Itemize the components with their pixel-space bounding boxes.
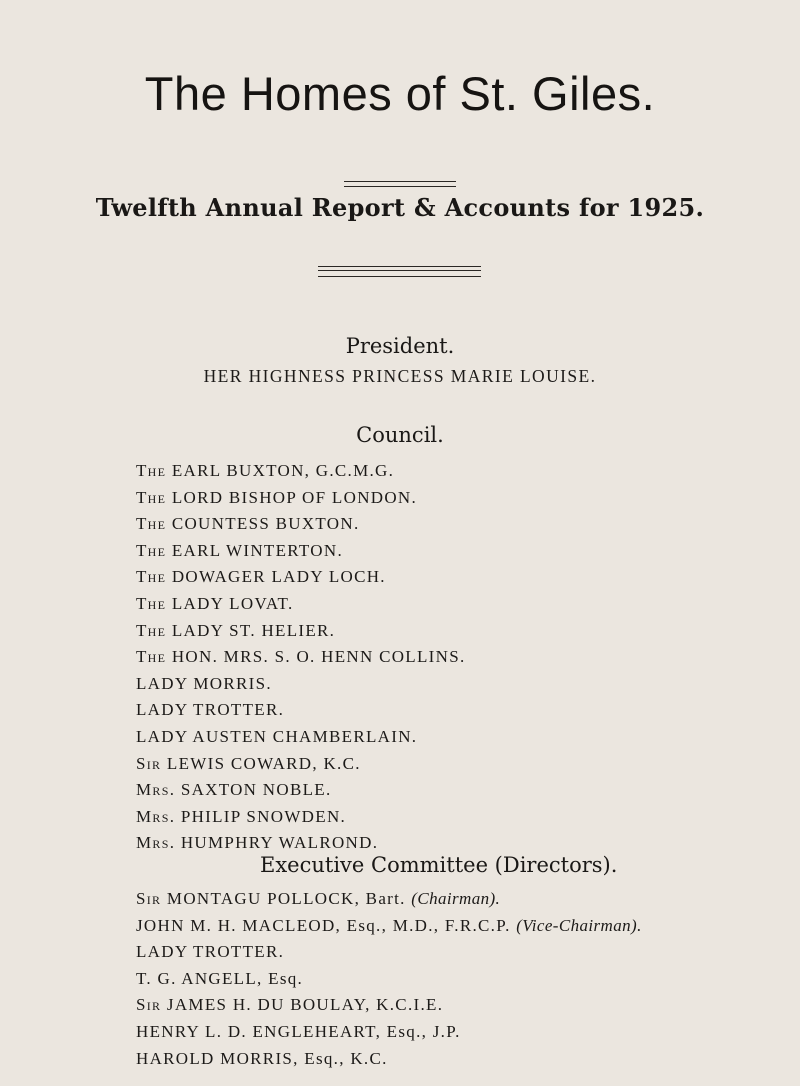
member-name: HENRY L. D. ENGLEHEART, Esq., J.P. — [136, 1021, 461, 1041]
member-name: PHILIP SNOWDEN. — [180, 806, 347, 826]
council-list — [136, 458, 466, 857]
list-item — [136, 671, 466, 698]
member-name: LEWIS COWARD, K.C. — [166, 753, 361, 773]
member-name: LADY AUSTEN CHAMBERLAIN. — [136, 726, 418, 746]
list-item — [136, 564, 466, 591]
list-item — [136, 485, 466, 512]
subtitle-rule-bottom — [318, 276, 481, 277]
honorific: The — [136, 620, 167, 640]
member-name: HAROLD MORRIS, Esq., K.C. — [136, 1048, 388, 1068]
honorific: Mrs. — [136, 780, 176, 800]
list-item — [136, 724, 466, 751]
member-name: EARL WINTERTON. — [171, 540, 343, 560]
council-heading: Council. — [356, 423, 444, 447]
list-item — [136, 538, 466, 565]
member-name: SAXTON NOBLE. — [180, 780, 332, 800]
member-name: T. G. ANGELL, Esq. — [136, 968, 304, 988]
list-item — [136, 697, 466, 724]
honorific: Sir — [136, 889, 162, 908]
member-name: JAMES H. DU BOULAY, K.C.I.E. — [166, 995, 444, 1015]
list-item — [136, 751, 466, 778]
member-name: LADY MORRIS. — [136, 673, 272, 693]
member-name: LADY TROTTER. — [136, 942, 285, 962]
executive-list — [136, 886, 642, 1072]
list-item — [136, 966, 642, 993]
report-subtitle: Twelfth Annual Report & Accounts for 1925. — [95, 193, 705, 222]
member-name: LADY LOVAT. — [171, 593, 294, 613]
member-role: (Vice-Chairman). — [516, 915, 642, 935]
honorific: The — [136, 567, 167, 587]
executive-heading: Executive Committee (Directors). — [260, 853, 618, 877]
list-item — [136, 644, 466, 671]
list-item — [136, 886, 642, 913]
member-name: LADY ST. HELIER. — [171, 620, 336, 640]
list-item — [136, 458, 466, 485]
member-name: DOWAGER LADY LOCH. — [171, 567, 386, 587]
list-item — [136, 992, 642, 1019]
list-item — [136, 618, 466, 645]
honorific: Mrs. — [136, 833, 176, 853]
list-item — [136, 511, 466, 538]
top-rule-lower — [344, 186, 456, 187]
list-item — [136, 777, 466, 804]
member-name: HON. MRS. S. O. HENN COLLINS. — [171, 647, 466, 667]
honorific: Mrs. — [136, 806, 176, 826]
list-item — [136, 939, 642, 966]
member-name: JOHN M. H. MACLEOD, Esq., M.D., F.R.C.P. — [136, 915, 511, 935]
subtitle-double-rule — [318, 266, 481, 271]
list-item — [136, 1046, 642, 1073]
list-item — [136, 591, 466, 618]
honorific: Sir — [136, 995, 162, 1015]
member-name: LORD BISHOP OF LONDON. — [171, 487, 418, 507]
member-name: MONTAGU POLLOCK, Bart. — [166, 889, 406, 908]
honorific: The — [136, 461, 167, 480]
member-role: (Chairman). — [411, 889, 501, 908]
top-rule-upper — [344, 181, 456, 182]
honorific: The — [136, 647, 167, 667]
member-name: EARL BUXTON, G.C.M.G. — [171, 461, 395, 480]
president-heading: President. — [345, 334, 455, 358]
list-item — [136, 1019, 642, 1046]
honorific: The — [136, 593, 167, 613]
honorific: Sir — [136, 753, 162, 773]
member-name: HUMPHRY WALROND. — [180, 833, 379, 853]
honorific: The — [136, 487, 167, 507]
president-name: HER HIGHNESS PRINCESS MARIE LOUISE. — [203, 366, 597, 386]
document-title: The Homes of St. Giles. — [144, 67, 656, 120]
honorific: The — [136, 540, 167, 560]
honorific: The — [136, 514, 167, 534]
list-item — [136, 913, 642, 940]
member-name: LADY TROTTER. — [136, 700, 285, 720]
member-name: COUNTESS BUXTON. — [171, 514, 360, 534]
list-item — [136, 804, 466, 831]
